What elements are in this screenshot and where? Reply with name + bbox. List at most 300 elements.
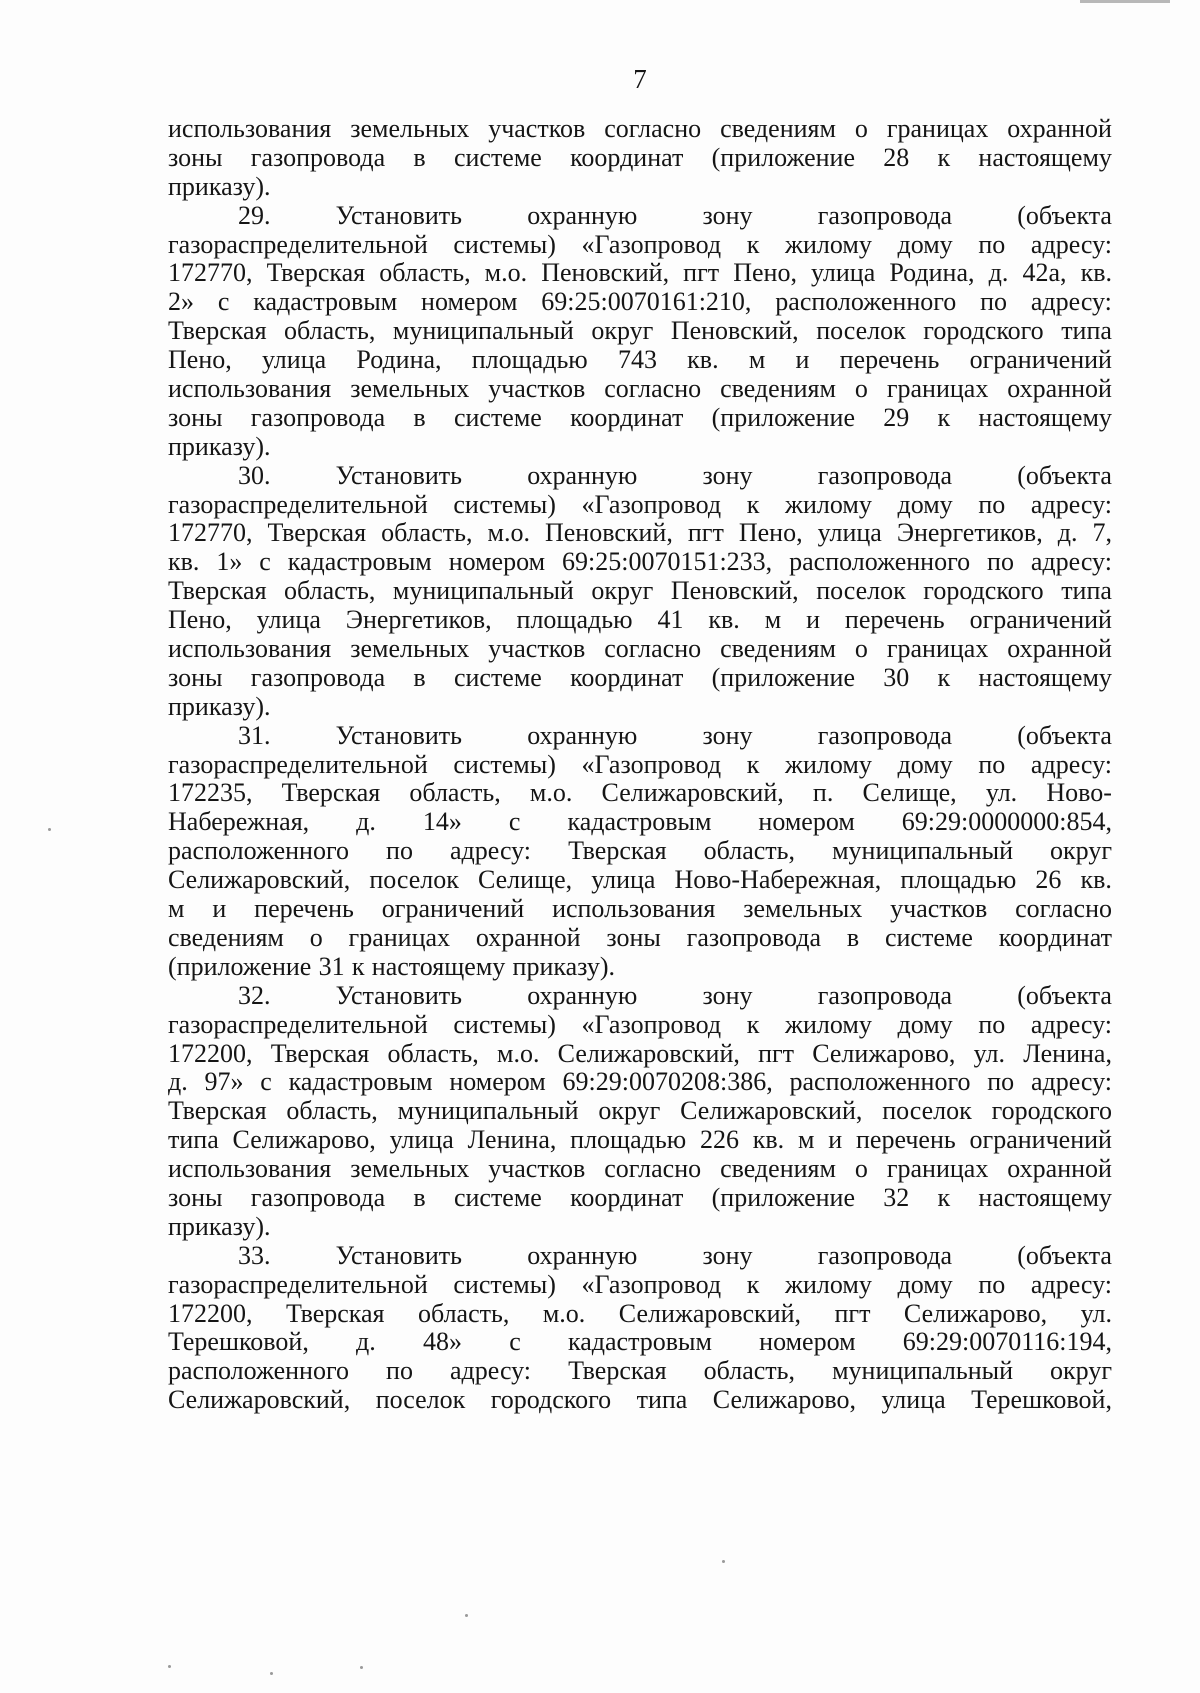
word: границах [886,1154,989,1184]
word: по [978,1269,1006,1299]
word: округ [1050,836,1112,866]
text-line [168,895,1112,924]
word: 32 [883,1182,910,1212]
word: использования [168,634,332,664]
word: кв. [687,345,719,375]
word: 31. [238,720,271,750]
word: Тверская [270,1038,370,1068]
word: кадастровым [288,1067,433,1097]
word: 69:25:0070151:233, [562,547,773,577]
word: в [413,142,426,172]
word: жилому [785,1009,872,1039]
word: Ленина, [1023,1038,1112,1068]
text-line [168,1213,1112,1242]
word: земельных [350,1154,470,1184]
word: 69:25:0070161:210, [541,287,752,317]
word: участков [488,114,586,143]
word: адресу: [1030,1067,1112,1097]
word: Энергетиков, [896,518,1043,548]
text-line [168,577,1112,606]
word: земельных [350,374,470,404]
word: системы) [453,1269,556,1299]
word: 2» [168,287,194,317]
text-line [168,1155,1112,1184]
word: охранную [527,200,638,230]
word: типа [1061,576,1112,606]
word: д. [356,1327,376,1357]
word: газопровода [250,142,386,172]
text-line [168,1357,1112,1386]
word: газопровода [250,1182,386,1212]
word: кв. [708,605,740,635]
word: Тверская [168,576,267,606]
word: улица [261,345,327,375]
word: Пено, [738,518,803,548]
word: зону [702,720,753,750]
word: пгт [687,518,724,548]
word: зоны [168,402,223,432]
word: «Газопровод [581,229,722,259]
word: адресу: [1030,749,1112,779]
word: улица [881,1385,946,1415]
word: 7, [1092,518,1112,548]
word: перечень [844,605,945,635]
word: Ново-Набережная, [674,865,882,895]
word: расположенного [789,1067,971,1097]
word: (объекта [1017,1240,1112,1270]
word: м.о. [487,518,530,548]
word: 69:29:0000000:854, [901,807,1112,837]
word: с [509,1327,521,1357]
word: системе [453,142,542,172]
word: системе [453,662,542,692]
text-line [168,375,1112,404]
word: Пено, [733,258,797,288]
word: «Газопровод [581,1269,722,1299]
word: границах [886,114,989,143]
word: ул. [985,778,1018,808]
word: охранной [1007,374,1112,404]
text-line [168,346,1112,375]
word: газопровода [250,662,386,692]
word: адресу: [1030,287,1112,317]
word: координат [570,142,684,172]
word: перечень [856,1125,956,1155]
word: пгт [758,1038,795,1068]
word: Установить [335,460,463,490]
word: Тверская [168,1096,267,1126]
text-line [168,519,1112,548]
word: использования [552,894,716,924]
word: (приложение [711,402,855,432]
word: согласно [1015,894,1112,924]
word: к [746,1009,760,1039]
word: 29 [883,402,910,432]
word: 743 [617,345,657,375]
word: Установить [335,980,463,1010]
word: Тверская [267,518,367,548]
word: поселок [369,865,459,895]
word: 26 [1035,865,1062,895]
word: Тверская [568,836,667,866]
word: Терешковой, [971,1385,1112,1415]
text-line [168,837,1112,866]
word: участков [488,634,586,664]
word: адресу: [1030,1269,1112,1299]
word: с [259,547,271,577]
word: границах [886,374,989,404]
word: (приложение [711,142,855,172]
word: Родина, [889,258,975,288]
word: перечень [839,345,940,375]
word: Пеновский, [670,576,799,606]
word: газораспределительной [168,749,428,779]
word: д. [356,807,376,837]
word: 42а, [1022,258,1067,288]
word: координат [570,662,684,692]
word: Пеновский, [670,316,799,346]
word: (приложение [168,951,312,981]
word: Селижаровский, [618,1298,801,1328]
word: жилому [785,1269,872,1299]
word: площадью [570,1125,687,1155]
word: о [854,114,868,143]
word: номером [758,807,855,837]
word: газораспределительной [168,229,428,259]
word: область, [409,778,501,808]
text-line [168,953,1112,982]
text-line [168,404,1112,433]
word: охранной [1007,634,1112,664]
word: к [937,402,951,432]
word: системы) [453,229,556,259]
text-line [168,606,1112,635]
word: зону [702,460,753,490]
word: Тверская [281,778,381,808]
word: область, [284,316,376,346]
word: ограничений [969,345,1112,375]
word: (объекта [1017,720,1112,750]
word: площадью [471,345,588,375]
word: 172770, [168,258,253,288]
word: охранную [527,460,638,490]
word: настоящему [371,951,506,981]
word: округ [1050,1356,1112,1386]
word: Пеновский, [541,258,670,288]
text-line [168,1068,1112,1097]
word: газопровода [817,460,953,490]
word: Тверская [568,1356,667,1386]
word: о [854,1154,868,1184]
word: ограничений [969,605,1112,635]
word: городского [490,1385,612,1415]
text-line [168,288,1112,317]
word: и [795,345,810,375]
word: п. [812,778,834,808]
word: земельных [743,894,863,924]
word: (приложение [711,662,855,692]
word: системе [884,922,973,952]
word: настоящему [978,662,1112,692]
word: дому [897,489,953,519]
word: округ [598,1096,661,1126]
word: адресу: [1030,547,1112,577]
page-number: 7 [633,64,647,94]
word: дому [897,749,953,779]
word: улица [817,518,882,548]
text-line [168,751,1112,780]
word: зону [702,200,753,230]
word: сведениям [168,922,284,952]
word: ограничений [969,1125,1112,1155]
word: к [746,489,760,519]
text-line [168,144,1112,173]
scan-speck [48,828,51,831]
word: 1» [216,547,243,577]
word: охранную [527,980,638,1010]
word: зону [702,980,753,1010]
word: д. [1057,518,1078,548]
word: зону [702,1240,753,1270]
word: кв. [1080,865,1112,895]
word: 41 [657,605,684,635]
text-line [168,664,1112,693]
word: жилому [785,229,872,259]
text-line [168,1328,1112,1357]
word: округ [591,316,654,346]
word: газопровода [817,980,953,1010]
text-line [168,433,1112,462]
text-line [168,1184,1112,1213]
word: кадастровым [253,287,398,317]
word: м.о. [497,1038,540,1068]
scan-speck [168,1665,171,1668]
word: Селище, [477,865,573,895]
word: к [746,1269,760,1299]
word: системе [453,402,542,432]
word: земельных [350,634,470,664]
word: область, [379,258,471,288]
word: 14» [422,807,462,837]
word: по [386,1356,413,1386]
word: газопровода [817,1240,953,1270]
word: газопровода [250,402,386,432]
text-line [168,808,1112,837]
word: расположенного [168,1356,349,1386]
word: охранной [475,922,581,952]
word: м.о. [529,778,573,808]
word: адресу: [450,1356,532,1386]
word: Селижаровский, [557,1038,740,1068]
word: согласно [604,1154,702,1184]
word: к [746,749,760,779]
word: 97» [204,1067,244,1097]
text-line [168,924,1112,953]
word: 28 [883,142,910,172]
word: область, [703,836,796,866]
word: типа [168,1125,219,1155]
word: кадастровым [567,1327,712,1357]
word: жилому [785,489,872,519]
word: газопровода [817,720,953,750]
word: по [386,836,413,866]
word: (объекта [1017,980,1112,1010]
text-line [168,693,1112,722]
word: по [978,229,1006,259]
word: дому [897,229,953,259]
word: область, [418,1298,510,1328]
word: и [212,894,227,924]
word: приказу). [168,431,271,461]
word: системы) [453,1009,556,1039]
word: сведениям [720,374,836,404]
word: о [854,634,868,664]
word: зоны [168,662,223,692]
word: область, [381,518,473,548]
word: пгт [834,1298,871,1328]
text-line [168,722,1112,751]
word: и [806,605,820,635]
word: Селище, [862,778,957,808]
text-line [168,259,1112,288]
word: область, [703,1356,796,1386]
word: кв. [168,547,200,577]
word: 30 [883,662,910,692]
word: по [980,287,1008,317]
word: сведениям [720,634,836,664]
word: Терешковой, [168,1327,309,1357]
word: жилому [785,749,872,779]
word: область, [286,1096,378,1126]
word: кадастровым [287,547,432,577]
word: улица [811,258,876,288]
word: охранной [1007,114,1112,143]
word: улица [256,605,321,635]
word: муниципальный [397,1096,579,1126]
text-line [168,1011,1112,1040]
word: Ново- [1046,778,1112,808]
word: 33. [238,1240,271,1270]
text-line [168,866,1112,895]
word: 226 [699,1125,739,1155]
word: границах [348,922,451,952]
word: 172235, [168,778,253,808]
word: приказу). [168,1211,271,1241]
word: зоны [606,922,661,952]
word: муниципальный [832,1356,1013,1386]
word: использования [168,1154,332,1184]
word: с [260,1067,272,1097]
word: городского [991,1096,1112,1126]
word: согласно [604,634,702,664]
word: согласно [604,114,702,143]
word: 32. [238,980,271,1010]
text-line [168,1097,1112,1126]
word: ограничений [381,894,525,924]
word: настоящему [978,142,1112,172]
word: к [937,1182,951,1212]
word: 31 [318,951,345,981]
word: перечень [254,894,354,924]
word: 172200, [168,1298,253,1328]
word: расположенного [789,547,971,577]
word: улица [389,1125,454,1155]
word: Ленина, [467,1125,557,1155]
text-line [168,462,1112,491]
word: Селижаровский, [168,1385,351,1415]
word: адресу: [450,836,532,866]
word: муниципальный [392,576,574,606]
word: в [413,402,426,432]
word: м [748,345,766,375]
scan-speck [360,1666,363,1669]
word: (объекта [1017,200,1112,230]
scan-edge-mark [1080,0,1170,3]
word: по [978,1009,1006,1039]
text-line [168,548,1112,577]
word: дому [897,1009,953,1039]
word: Набережная, [168,807,310,837]
word: границах [886,634,989,664]
word: д. [168,1067,188,1097]
word: зоны [168,1182,223,1212]
word: поселок [816,576,906,606]
word: (объекта [1017,460,1112,490]
word: номером [759,1327,856,1357]
word: настоящему [978,1182,1112,1212]
word: «Газопровод [581,1009,722,1039]
word: адресу: [1030,1009,1112,1039]
word: приказу). [168,691,271,721]
word: городского [923,316,1044,346]
word: в [413,662,426,692]
word: Селижарово, [232,1125,376,1155]
word: охранной [1007,1154,1112,1184]
text-line [168,982,1112,1011]
word: по [987,1067,1015,1097]
word: кв. [752,1125,785,1155]
word: область, [284,576,376,606]
word: площадью [516,605,633,635]
word: по [987,547,1014,577]
word: Селижарово, [812,1038,956,1068]
word: Селижарово, [712,1385,856,1415]
word: Тверская [168,316,267,346]
word: улица [591,865,656,895]
word: м [168,894,185,924]
word: номером [448,547,546,577]
word: 69:29:0070208:386, [562,1067,773,1097]
word: Тверская [266,258,366,288]
text-line [168,1386,1112,1415]
word: о [854,374,868,404]
word: сведениям [720,1154,836,1184]
word: номером [421,287,518,317]
text-line [168,1271,1112,1300]
word: 172200, [168,1038,253,1068]
word: типа [636,1385,688,1415]
word: муниципальный [392,316,574,346]
word: Установить [335,1240,463,1270]
word: пгт [683,258,720,288]
word: газораспределительной [168,1009,428,1039]
word: земельных [350,114,470,143]
word: расположенного [775,287,957,317]
scan-speck [270,1672,273,1675]
word: поселок [816,316,906,346]
word: Селижаровский, [680,1096,863,1126]
word: городского [923,576,1044,606]
